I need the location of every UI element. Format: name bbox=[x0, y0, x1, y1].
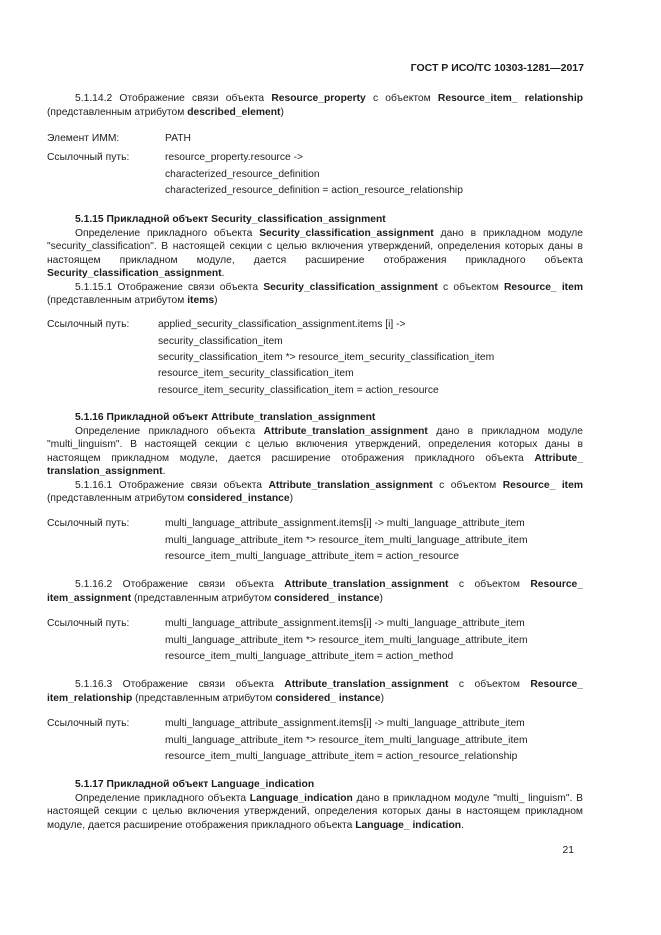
reference-path-line: multi_language_attribute_assignment.items[i] -> multi_language_attribute_item bbox=[165, 518, 525, 529]
reference-path-line: resource_property.resource -> bbox=[165, 152, 304, 163]
reference-path-label: Ссылочный путь: bbox=[47, 152, 130, 163]
section-5-1-16-3: 5.1.16.3 Отображение связи объекта Attribute_translation_assignment с объектом Resource_ item_relationship (представленным атрибутом considered_ instance) bbox=[47, 679, 583, 704]
section-heading: 5.1.16 Прикладной объект Attribute_translation_assignment bbox=[75, 412, 376, 423]
reference-path-line: resource_item_security_classification_item = action_resource bbox=[158, 385, 439, 396]
reference-path-line: multi_language_attribute_assignment.items[i] -> multi_language_attribute_item bbox=[165, 618, 525, 629]
section-5-1-14-2: 5.1.14.2 Отображение связи объекта Resource_property с объектом Resource_item_ relationship (представленным атрибутом described_element) bbox=[47, 93, 583, 118]
reference-path-line: multi_language_attribute_item *> resource_item_multi_language_attribute_item bbox=[165, 735, 528, 746]
section-5-1-16-2: 5.1.16.2 Отображение связи объекта Attribute_translation_assignment с объектом Resource_ item_assignment (представленным атрибутом considered_ instance) bbox=[47, 579, 583, 604]
reference-path-line: security_classification_item *> resource_item_security_classification_item bbox=[158, 352, 495, 363]
imm-element-value: PATH bbox=[165, 133, 191, 144]
section-5-1-15: 5.1.15 Прикладной объект Security_classification_assignment Определение прикладного объекта Security_classification_assignment дано в прикладном модуле "security_classification". В настоящей секции с целью включения утверждений, определения которых даны в настоящем прикладном модуле, дается расширение отображения прикладного объекта Security_classification_assignment. 5.1.15.1 Отображение связи объекта Security_classification_assignment с объектом Resource_ item (представленным атрибутом items) bbox=[47, 214, 583, 306]
standard-header: ГОСТ Р ИСО/ТС 10303-1281—2017 bbox=[410, 62, 584, 74]
reference-path-line: characterized_resource_definition bbox=[165, 169, 320, 180]
reference-path-line: multi_language_attribute_assignment.items[i] -> multi_language_attribute_item bbox=[165, 718, 525, 729]
reference-path-line: resource_item_security_classification_item bbox=[158, 368, 354, 379]
reference-path-label: Ссылочный путь: bbox=[47, 718, 130, 729]
imm-element-label: Элемент ИММ: bbox=[47, 133, 120, 144]
reference-path-line: resource_item_multi_language_attribute_item = action_resource bbox=[165, 551, 459, 562]
reference-path-label: Ссылочный путь: bbox=[47, 319, 130, 330]
page-number: 21 bbox=[562, 845, 574, 856]
section-heading: 5.1.17 Прикладной объект Language_indication bbox=[75, 779, 315, 790]
reference-path-label: Ссылочный путь: bbox=[47, 518, 130, 529]
reference-path-line: security_classification_item bbox=[158, 336, 283, 347]
reference-path-label: Ссылочный путь: bbox=[47, 618, 130, 629]
reference-path-line: resource_item_multi_language_attribute_item = action_method bbox=[165, 651, 454, 662]
reference-path-line: applied_security_classification_assignment.items [i] -> bbox=[158, 319, 406, 330]
section-5-1-17: 5.1.17 Прикладной объект Language_indication Определение прикладного объекта Language_indication дано в прикладном модуле "multi_ linguism". В настоящей секции с целью включения утверждений, определения которых даны в настоящем прикладном модуле, дается расширение отображения прикладного объекта Language_ indication. bbox=[47, 779, 583, 831]
reference-path-line: characterized_resource_definition = action_resource_relationship bbox=[165, 185, 463, 196]
reference-path-line: multi_language_attribute_item *> resource_item_multi_language_attribute_item bbox=[165, 535, 528, 546]
section-5-1-16: 5.1.16 Прикладной объект Attribute_translation_assignment Определение прикладного объекта Attribute_translation_assignment дано в прикладном модуле "multi_linguism". В настоящей секции с целью включения утверждений, определения которых даны в настоящем прикладном модуле, дается расширение отображения прикладного объекта Attribute_ translation_assignment. 5.1.16.1 Отображение связи объекта Attribute_translation_assignment с объектом Resource_ item (представленным атрибутом considered_instance) bbox=[47, 412, 583, 504]
reference-path-line: resource_item_multi_language_attribute_item = action_resource_relationship bbox=[165, 751, 518, 762]
reference-path-line: multi_language_attribute_item *> resource_item_multi_language_attribute_item bbox=[165, 635, 528, 646]
section-heading: 5.1.15 Прикладной объект Security_classification_assignment bbox=[75, 214, 386, 225]
